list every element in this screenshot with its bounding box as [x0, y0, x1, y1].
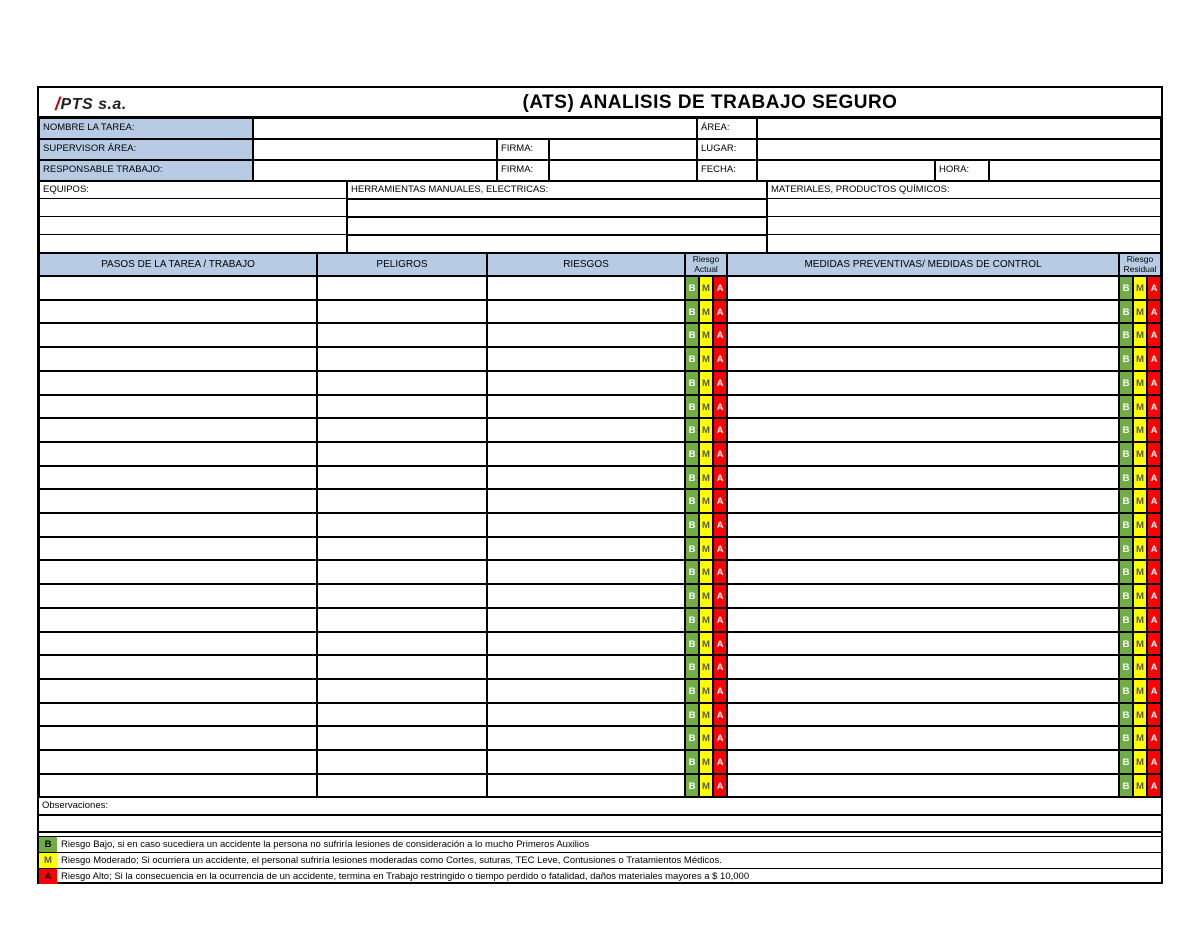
riesgo-actual-a-box[interactable]: A	[713, 679, 727, 703]
legend-text: Riesgo Bajo, si en caso sucediera un accidente la persona no sufriría lesiones de consideración a lo mucho Primeros Auxilios	[61, 839, 590, 850]
riesgo-actual-a-box[interactable]: A	[713, 371, 727, 395]
col-header-peligros: PELIGROS	[317, 253, 487, 276]
medidas-cell[interactable]	[727, 703, 1119, 726]
peligros-cell[interactable]	[317, 726, 487, 750]
legend-item	[39, 852, 1161, 868]
label-area: ÁREA:	[697, 118, 757, 139]
pasos-cell[interactable]	[39, 560, 317, 584]
medidas-cell[interactable]	[727, 513, 1119, 537]
medidas-cell[interactable]	[727, 347, 1119, 371]
riesgo-actual-line1: Riesgo	[692, 254, 720, 264]
pasos-cell[interactable]	[39, 418, 317, 442]
riesgo-residual-a-box[interactable]: A	[1147, 537, 1161, 560]
riesgos-cell[interactable]	[487, 679, 685, 703]
riesgo-residual-b-box[interactable]: B	[1119, 655, 1133, 679]
peligros-cell[interactable]	[317, 276, 487, 300]
riesgo-residual-a-box[interactable]: A	[1147, 726, 1161, 750]
riesgo-residual-line1: Riesgo	[1126, 254, 1154, 264]
riesgo-residual-b-box[interactable]: B	[1119, 347, 1133, 371]
riesgo-actual-b-box[interactable]: B	[685, 537, 699, 560]
label-hora: HORA:	[935, 160, 989, 181]
riesgo-actual-b-box[interactable]: B	[685, 703, 699, 726]
peligros-cell[interactable]	[317, 489, 487, 513]
riesgo-residual-a-box[interactable]: A	[1147, 608, 1161, 632]
pasos-cell[interactable]	[39, 632, 317, 655]
peligros-cell[interactable]	[317, 347, 487, 371]
riesgos-cell[interactable]	[487, 300, 685, 323]
riesgo-actual-b-box[interactable]: B	[685, 395, 699, 418]
riesgo-actual-a-box[interactable]: A	[713, 418, 727, 442]
riesgo-actual-a-box[interactable]: A	[713, 537, 727, 560]
riesgo-residual-m-box[interactable]: M	[1133, 632, 1147, 655]
field-firma-responsable[interactable]	[549, 160, 697, 181]
peligros-cell[interactable]	[317, 371, 487, 395]
riesgo-residual-m-box[interactable]: M	[1133, 774, 1147, 797]
riesgo-actual-b-box[interactable]: B	[685, 323, 699, 347]
riesgo-actual-b-box[interactable]: B	[685, 679, 699, 703]
peligros-cell[interactable]	[317, 442, 487, 466]
riesgo-residual-m-box[interactable]: M	[1133, 560, 1147, 584]
riesgo-residual-m-box[interactable]: M	[1133, 323, 1147, 347]
legend-item	[39, 836, 1161, 852]
riesgo-residual-b-box[interactable]: B	[1119, 632, 1133, 655]
peligros-cell[interactable]	[317, 300, 487, 323]
riesgo-residual-b-box[interactable]: B	[1119, 513, 1133, 537]
riesgo-residual-m-box[interactable]: M	[1133, 442, 1147, 466]
riesgo-residual-m-box[interactable]: M	[1133, 466, 1147, 489]
riesgo-actual-a-box[interactable]: A	[713, 347, 727, 371]
medidas-cell[interactable]	[727, 489, 1119, 513]
pasos-cell[interactable]	[39, 726, 317, 750]
medidas-cell[interactable]	[727, 608, 1119, 632]
riesgo-actual-a-box[interactable]: A	[713, 442, 727, 466]
riesgo-actual-a-box[interactable]: A	[713, 584, 727, 608]
riesgo-actual-b-box[interactable]: B	[685, 489, 699, 513]
riesgo-actual-a-box[interactable]: A	[713, 750, 727, 774]
riesgo-residual-b-box[interactable]: B	[1119, 750, 1133, 774]
observaciones-field[interactable]	[39, 815, 1161, 833]
riesgo-residual-a-box[interactable]: A	[1147, 750, 1161, 774]
riesgo-residual-m-box[interactable]: M	[1133, 537, 1147, 560]
riesgos-cell[interactable]	[487, 395, 685, 418]
riesgo-residual-m-box[interactable]: M	[1133, 418, 1147, 442]
medidas-cell[interactable]	[727, 726, 1119, 750]
label-fecha: FECHA:	[697, 160, 757, 181]
logo-mark-icon: /	[55, 94, 61, 114]
medidas-cell[interactable]	[727, 774, 1119, 797]
medidas-cell[interactable]	[727, 750, 1119, 774]
riesgo-actual-m-box[interactable]: M	[699, 774, 713, 797]
riesgo-actual-m-box[interactable]: M	[699, 584, 713, 608]
col-header-riesgo-residual	[1119, 253, 1161, 276]
riesgo-residual-a-box[interactable]: A	[1147, 489, 1161, 513]
riesgo-actual-a-box[interactable]: A	[713, 395, 727, 418]
riesgo-residual-a-box[interactable]: A	[1147, 774, 1161, 797]
medidas-cell[interactable]	[727, 537, 1119, 560]
riesgo-residual-b-box[interactable]: B	[1119, 395, 1133, 418]
riesgos-cell[interactable]	[487, 584, 685, 608]
field-responsable[interactable]	[253, 160, 497, 181]
riesgo-residual-a-box[interactable]: A	[1147, 466, 1161, 489]
riesgo-residual-b-box[interactable]: B	[1119, 489, 1133, 513]
riesgo-residual-b-box[interactable]: B	[1119, 323, 1133, 347]
riesgo-actual-a-box[interactable]: A	[713, 774, 727, 797]
medidas-cell[interactable]	[727, 300, 1119, 323]
pasos-cell[interactable]	[39, 323, 317, 347]
riesgo-actual-m-box[interactable]: M	[699, 323, 713, 347]
riesgo-residual-a-box[interactable]: A	[1147, 513, 1161, 537]
riesgo-residual-a-box[interactable]: A	[1147, 418, 1161, 442]
riesgo-residual-m-box[interactable]: M	[1133, 489, 1147, 513]
peligros-cell[interactable]	[317, 537, 487, 560]
riesgo-residual-b-box[interactable]: B	[1119, 774, 1133, 797]
field-supervisor-area[interactable]	[253, 139, 497, 160]
peligros-cell[interactable]	[317, 466, 487, 489]
peligros-cell[interactable]	[317, 774, 487, 797]
riesgo-actual-a-box[interactable]: A	[713, 608, 727, 632]
label-nombre-tarea: NOMBRE LA TAREA:	[39, 118, 253, 139]
equipos-line[interactable]	[39, 199, 347, 217]
peligros-cell[interactable]	[317, 395, 487, 418]
riesgo-residual-a-box[interactable]: A	[1147, 679, 1161, 703]
peligros-cell[interactable]	[317, 584, 487, 608]
riesgo-actual-b-box[interactable]: B	[685, 774, 699, 797]
pasos-cell[interactable]	[39, 466, 317, 489]
field-hora[interactable]	[989, 160, 1161, 181]
riesgo-actual-b-box[interactable]: B	[685, 632, 699, 655]
riesgo-actual-b-box[interactable]: B	[685, 442, 699, 466]
label-supervisor-area: SUPERVISOR ÁREA:	[39, 139, 253, 160]
riesgo-residual-b-box[interactable]: B	[1119, 371, 1133, 395]
riesgos-cell[interactable]	[487, 750, 685, 774]
riesgo-actual-b-box[interactable]: B	[685, 726, 699, 750]
riesgo-actual-line2: Actual	[694, 263, 718, 274]
observaciones-label: Observaciones:	[39, 797, 1161, 815]
riesgo-actual-a-box[interactable]: A	[713, 489, 727, 513]
label-firma-supervisor: FIRMA:	[497, 139, 549, 160]
riesgo-residual-m-box[interactable]: M	[1133, 300, 1147, 323]
riesgo-actual-m-box[interactable]: M	[699, 371, 713, 395]
riesgo-actual-a-box[interactable]: A	[713, 300, 727, 323]
riesgo-actual-b-box[interactable]: B	[685, 750, 699, 774]
riesgo-residual-b-box[interactable]: B	[1119, 560, 1133, 584]
peligros-cell[interactable]	[317, 703, 487, 726]
riesgo-actual-a-box[interactable]: A	[713, 560, 727, 584]
riesgo-actual-a-box[interactable]: A	[713, 323, 727, 347]
equipos-line[interactable]	[39, 217, 347, 235]
medidas-cell[interactable]	[727, 584, 1119, 608]
label-responsable: RESPONSABLE TRABAJO:	[39, 160, 253, 181]
riesgo-residual-a-box[interactable]: A	[1147, 703, 1161, 726]
peligros-cell[interactable]	[317, 513, 487, 537]
riesgos-cell[interactable]	[487, 347, 685, 371]
riesgo-residual-m-box[interactable]: M	[1133, 584, 1147, 608]
riesgo-actual-m-box[interactable]: M	[699, 395, 713, 418]
legend-swatch: B	[39, 837, 57, 852]
riesgo-actual-m-box[interactable]: M	[699, 418, 713, 442]
medidas-cell[interactable]	[727, 276, 1119, 300]
legend-swatch: M	[39, 853, 57, 868]
riesgo-actual-a-box[interactable]: A	[713, 513, 727, 537]
medidas-cell[interactable]	[727, 560, 1119, 584]
pasos-cell[interactable]	[39, 347, 317, 371]
pasos-cell[interactable]	[39, 371, 317, 395]
peligros-cell[interactable]	[317, 323, 487, 347]
riesgos-cell[interactable]	[487, 418, 685, 442]
pasos-cell[interactable]	[39, 300, 317, 323]
materiales-line[interactable]	[767, 199, 1161, 217]
herramientas-line[interactable]	[347, 199, 767, 217]
riesgo-actual-m-box[interactable]: M	[699, 537, 713, 560]
herramientas-line[interactable]	[347, 235, 767, 253]
peligros-cell[interactable]	[317, 655, 487, 679]
riesgo-residual-m-box[interactable]: M	[1133, 371, 1147, 395]
riesgos-cell[interactable]	[487, 560, 685, 584]
form-header	[39, 88, 1161, 118]
riesgo-actual-m-box[interactable]: M	[699, 300, 713, 323]
col-header-medidas: MEDIDAS PREVENTIVAS/ MEDIDAS DE CONTROL	[727, 253, 1119, 276]
riesgo-actual-m-box[interactable]: M	[699, 679, 713, 703]
riesgos-cell[interactable]	[487, 774, 685, 797]
riesgos-cell[interactable]	[487, 608, 685, 632]
riesgo-actual-b-box[interactable]: B	[685, 276, 699, 300]
form-title: (ATS) ANALISIS DE TRABAJO SEGURO	[522, 92, 898, 113]
riesgo-actual-m-box[interactable]: M	[699, 347, 713, 371]
riesgos-cell[interactable]	[487, 726, 685, 750]
pasos-cell[interactable]	[39, 489, 317, 513]
medidas-cell[interactable]	[727, 466, 1119, 489]
riesgo-actual-a-box[interactable]: A	[713, 703, 727, 726]
riesgo-residual-a-box[interactable]: A	[1147, 560, 1161, 584]
peligros-cell[interactable]	[317, 679, 487, 703]
riesgo-actual-a-box[interactable]: A	[713, 466, 727, 489]
field-firma-supervisor[interactable]	[549, 139, 697, 160]
riesgo-residual-a-box[interactable]: A	[1147, 655, 1161, 679]
pasos-cell[interactable]	[39, 608, 317, 632]
riesgo-residual-m-box[interactable]: M	[1133, 655, 1147, 679]
riesgo-actual-b-box[interactable]: B	[685, 418, 699, 442]
field-lugar[interactable]	[757, 139, 1161, 160]
riesgo-residual-a-box[interactable]: A	[1147, 584, 1161, 608]
medidas-cell[interactable]	[727, 442, 1119, 466]
medidas-cell[interactable]	[727, 418, 1119, 442]
riesgo-actual-m-box[interactable]: M	[699, 489, 713, 513]
riesgo-residual-m-box[interactable]: M	[1133, 608, 1147, 632]
materiales-line[interactable]	[767, 217, 1161, 235]
riesgo-residual-b-box[interactable]: B	[1119, 703, 1133, 726]
riesgo-actual-b-box[interactable]: B	[685, 513, 699, 537]
riesgos-cell[interactable]	[487, 442, 685, 466]
riesgo-residual-m-box[interactable]: M	[1133, 395, 1147, 418]
riesgo-actual-b-box[interactable]: B	[685, 371, 699, 395]
riesgo-actual-b-box[interactable]: B	[685, 584, 699, 608]
col-header-riesgo-actual	[685, 253, 727, 276]
peligros-cell[interactable]	[317, 560, 487, 584]
riesgo-actual-m-box[interactable]: M	[699, 466, 713, 489]
ats-form	[37, 86, 1163, 884]
legend-item	[39, 868, 1161, 884]
riesgo-actual-m-box[interactable]: M	[699, 703, 713, 726]
riesgos-cell[interactable]	[487, 323, 685, 347]
herramientas-line[interactable]	[347, 217, 767, 235]
medidas-cell[interactable]	[727, 679, 1119, 703]
riesgo-residual-b-box[interactable]: B	[1119, 300, 1133, 323]
pasos-cell[interactable]	[39, 584, 317, 608]
riesgo-residual-line2: Residual	[1123, 263, 1157, 274]
riesgo-actual-m-box[interactable]: M	[699, 560, 713, 584]
col-header-pasos: PASOS DE LA TAREA / TRABAJO	[39, 253, 317, 276]
legend-text: Riesgo Alto; Si la consecuencia en la ocurrencia de un accidente, termina en Trabajo restringido o tiempo perdido o fatalidad, daños materiales mayores a $ 10,000	[61, 871, 750, 882]
riesgos-cell[interactable]	[487, 537, 685, 560]
riesgo-actual-m-box[interactable]: M	[699, 608, 713, 632]
riesgo-residual-m-box[interactable]: M	[1133, 276, 1147, 300]
riesgo-residual-b-box[interactable]: B	[1119, 726, 1133, 750]
riesgo-residual-m-box[interactable]: M	[1133, 513, 1147, 537]
riesgo-actual-m-box[interactable]: M	[699, 655, 713, 679]
riesgo-actual-m-box[interactable]: M	[699, 513, 713, 537]
riesgo-residual-m-box[interactable]: M	[1133, 347, 1147, 371]
peligros-cell[interactable]	[317, 632, 487, 655]
riesgos-cell[interactable]	[487, 632, 685, 655]
legend-text: Riesgo Moderado; Si ocurriera un accidente, el personal sufriría lesiones moderadas como Cortes, suturas, TEC Leve, Contusiones o Tratamientos Médicos.	[61, 855, 722, 866]
riesgo-residual-a-box[interactable]: A	[1147, 395, 1161, 418]
peligros-cell[interactable]	[317, 750, 487, 774]
riesgos-cell[interactable]	[487, 513, 685, 537]
medidas-cell[interactable]	[727, 632, 1119, 655]
riesgo-actual-b-box[interactable]: B	[685, 466, 699, 489]
pasos-cell[interactable]	[39, 395, 317, 418]
riesgo-actual-m-box[interactable]: M	[699, 632, 713, 655]
medidas-cell[interactable]	[727, 395, 1119, 418]
riesgos-cell[interactable]	[487, 489, 685, 513]
riesgos-cell[interactable]	[487, 703, 685, 726]
riesgo-actual-a-box[interactable]: A	[713, 726, 727, 750]
riesgo-residual-a-box[interactable]: A	[1147, 347, 1161, 371]
pasos-cell[interactable]	[39, 537, 317, 560]
peligros-cell[interactable]	[317, 418, 487, 442]
riesgo-actual-b-box[interactable]: B	[685, 347, 699, 371]
field-fecha[interactable]	[757, 160, 935, 181]
pasos-cell[interactable]	[39, 276, 317, 300]
riesgo-actual-a-box[interactable]: A	[713, 276, 727, 300]
label-firma-responsable: FIRMA:	[497, 160, 549, 181]
pasos-cell[interactable]	[39, 655, 317, 679]
riesgo-actual-b-box[interactable]: B	[685, 560, 699, 584]
riesgo-residual-a-box[interactable]: A	[1147, 300, 1161, 323]
legend-swatch: A	[39, 869, 57, 884]
pasos-cell[interactable]	[39, 703, 317, 726]
medidas-cell[interactable]	[727, 655, 1119, 679]
field-nombre-tarea[interactable]	[253, 118, 697, 139]
riesgo-actual-a-box[interactable]: A	[713, 632, 727, 655]
riesgo-actual-b-box[interactable]: B	[685, 655, 699, 679]
riesgo-residual-a-box[interactable]: A	[1147, 371, 1161, 395]
riesgo-residual-m-box[interactable]: M	[1133, 750, 1147, 774]
logo-text: PTS s.a.	[60, 96, 127, 113]
riesgo-actual-b-box[interactable]: B	[685, 608, 699, 632]
riesgo-residual-a-box[interactable]: A	[1147, 632, 1161, 655]
riesgo-residual-m-box[interactable]: M	[1133, 703, 1147, 726]
riesgo-actual-a-box[interactable]: A	[713, 655, 727, 679]
riesgo-residual-a-box[interactable]: A	[1147, 442, 1161, 466]
riesgo-residual-b-box[interactable]: B	[1119, 537, 1133, 560]
medidas-cell[interactable]	[727, 323, 1119, 347]
riesgo-residual-b-box[interactable]: B	[1119, 679, 1133, 703]
pasos-cell[interactable]	[39, 774, 317, 797]
riesgo-residual-b-box[interactable]: B	[1119, 608, 1133, 632]
riesgo-residual-b-box[interactable]: B	[1119, 276, 1133, 300]
riesgo-actual-b-box[interactable]: B	[685, 300, 699, 323]
riesgo-actual-m-box[interactable]: M	[699, 276, 713, 300]
pasos-cell[interactable]	[39, 750, 317, 774]
field-area[interactable]	[757, 118, 1161, 139]
riesgo-residual-m-box[interactable]: M	[1133, 726, 1147, 750]
label-materiales: MATERIALES, PRODUCTOS QUÍMICOS:	[767, 181, 1161, 199]
pasos-cell[interactable]	[39, 513, 317, 537]
riesgos-cell[interactable]	[487, 276, 685, 300]
riesgo-actual-m-box[interactable]: M	[699, 442, 713, 466]
riesgo-residual-a-box[interactable]: A	[1147, 276, 1161, 300]
riesgos-cell[interactable]	[487, 371, 685, 395]
materiales-line[interactable]	[767, 235, 1161, 253]
riesgo-residual-m-box[interactable]: M	[1133, 679, 1147, 703]
riesgos-cell[interactable]	[487, 655, 685, 679]
equipos-line[interactable]	[39, 235, 347, 253]
col-header-riesgos: RIESGOS	[487, 253, 685, 276]
label-herramientas: HERRAMIENTAS MANUALES, ELECTRICAS:	[347, 181, 767, 199]
label-lugar: LUGAR:	[697, 139, 757, 160]
pasos-cell[interactable]	[39, 442, 317, 466]
riesgo-residual-a-box[interactable]: A	[1147, 323, 1161, 347]
peligros-cell[interactable]	[317, 608, 487, 632]
riesgo-actual-m-box[interactable]: M	[699, 750, 713, 774]
riesgo-actual-m-box[interactable]: M	[699, 726, 713, 750]
riesgo-residual-b-box[interactable]: B	[1119, 442, 1133, 466]
riesgos-cell[interactable]	[487, 466, 685, 489]
label-equipos: EQUIPOS:	[39, 181, 347, 199]
riesgo-residual-b-box[interactable]: B	[1119, 584, 1133, 608]
pasos-cell[interactable]	[39, 679, 317, 703]
riesgo-residual-b-box[interactable]: B	[1119, 418, 1133, 442]
medidas-cell[interactable]	[727, 371, 1119, 395]
riesgo-residual-b-box[interactable]: B	[1119, 466, 1133, 489]
